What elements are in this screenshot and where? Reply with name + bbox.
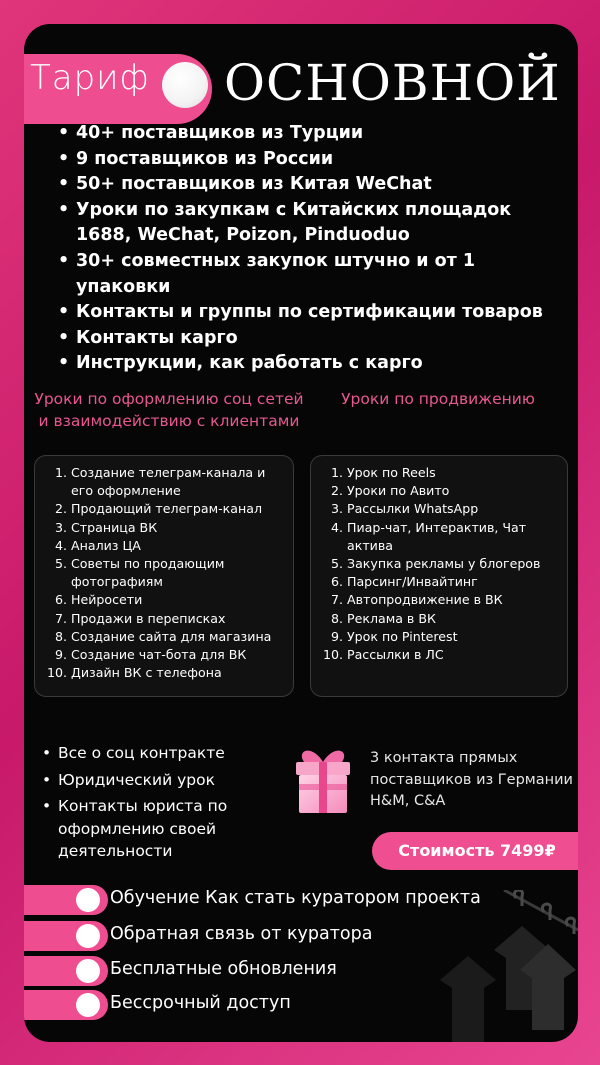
lesson-item: 3. Рассылки WhatsApp	[330, 501, 479, 517]
tariff-label: Тариф	[30, 58, 150, 98]
lesson-item: 5. Закупка рекламы у блогеров	[330, 556, 541, 572]
benefit-label: Обучение Как стать куратором проекта	[110, 888, 481, 908]
bullet-icon: •	[42, 744, 52, 762]
feature-list	[56, 121, 566, 377]
extra-item: • Юридический урок	[40, 769, 280, 792]
bullet-icon: •	[58, 250, 70, 271]
circle-icon	[76, 959, 100, 983]
lesson-item: 1. Урок по Reels	[330, 465, 436, 480]
clothes-hanger-icon	[434, 890, 578, 1042]
circle-icon	[76, 993, 100, 1017]
lesson-item: 2. Уроки по Авито	[330, 483, 450, 499]
benefit-label: Обратная связь от куратора	[110, 924, 373, 944]
lesson-item: 10. Дизайн ВК с телефона	[46, 665, 222, 681]
gift-icon	[290, 740, 356, 816]
benefit-label: Бесплатные обновления	[110, 959, 337, 979]
benefit-item	[24, 990, 504, 1020]
feature-item: • 30+ совместных закупок штучно и от 1 упаковки	[58, 250, 476, 297]
benefit-item	[24, 885, 504, 915]
social-lessons-box	[34, 455, 294, 697]
plan-title: ОСНОВНОЙ	[224, 54, 561, 112]
circle-icon	[76, 888, 100, 912]
feature-item: • 50+ поставщиков из Китая WeChat	[56, 172, 566, 198]
benefit-item	[24, 921, 504, 951]
benefit-label: Бессрочный доступ	[110, 993, 291, 1013]
lesson-item: 8. Реклама в ВК	[330, 610, 436, 626]
lesson-item: 1. Создание телеграм-канала и его оформление	[54, 465, 266, 499]
lesson-item: 7. Продажи в переписках	[54, 610, 226, 626]
extras-list	[40, 742, 280, 867]
circle-icon	[76, 924, 100, 948]
feature-item: • Инструкции, как работать с карго	[56, 351, 566, 377]
feature-item: • Контакты и группы по сертификации товаров	[56, 300, 566, 326]
feature-item: • Уроки по закупкам с Китайских площадок 1688, WeChat, Poizon, Pinduoduo	[58, 199, 512, 246]
price-badge: Стоимость 7499₽	[372, 832, 578, 870]
bullet-icon: •	[58, 353, 70, 374]
social-lessons-heading: Уроки по оформлению соц сетей и взаимодействию с клиентами	[34, 390, 304, 430]
lesson-item: 9. Создание чат-бота для ВК	[54, 647, 247, 663]
bullet-icon: •	[42, 770, 52, 789]
bullet-icon: •	[58, 302, 70, 323]
tariff-card	[24, 24, 578, 1042]
extra-item: • Все о соц контракте	[40, 742, 280, 765]
lesson-item: 7. Автопродвижение в ВК	[330, 592, 503, 608]
bonus-text: 3 контакта прямых поставщиков из Германии H&M, C&A	[370, 750, 573, 809]
lesson-item: 9. Урок по Pinterest	[330, 628, 458, 644]
feature-item: • 40+ поставщиков из Турции	[56, 121, 566, 147]
benefit-item	[24, 956, 504, 986]
extra-item: • Контакты юриста по оформлению своей деятельности	[42, 797, 228, 860]
lesson-item: 5. Советы по продающим фотографиям	[54, 556, 225, 590]
bullet-icon: •	[58, 199, 70, 220]
lesson-item: 6. Нейросети	[54, 592, 143, 608]
lesson-item: 4. Пиар-чат, Интерактив, Чат актива	[330, 519, 527, 553]
promo-lessons-box	[310, 455, 568, 697]
bullet-icon: •	[58, 148, 70, 169]
bullet-icon: •	[58, 327, 70, 348]
lesson-item: 2. Продающий телеграм-канал	[54, 501, 263, 517]
bullet-icon: •	[58, 123, 70, 143]
promo-lessons-heading: Уроки по продвижению	[341, 390, 535, 408]
bullet-icon: •	[58, 174, 70, 195]
lesson-item: 8. Создание сайта для магазина	[54, 628, 272, 644]
lesson-item: 6. Парсинг/Инвайтинг	[330, 574, 478, 590]
lesson-item: 3. Страница ВК	[54, 519, 158, 535]
feature-item: • 9 поставщиков из России	[56, 147, 566, 173]
lesson-item: 4. Анализ ЦА	[54, 537, 141, 553]
lesson-item: 10. Рассылки в ЛС	[322, 647, 444, 663]
feature-item: • Контакты карго	[56, 326, 566, 352]
tariff-dot-icon	[162, 62, 208, 108]
bullet-icon: •	[42, 797, 52, 815]
